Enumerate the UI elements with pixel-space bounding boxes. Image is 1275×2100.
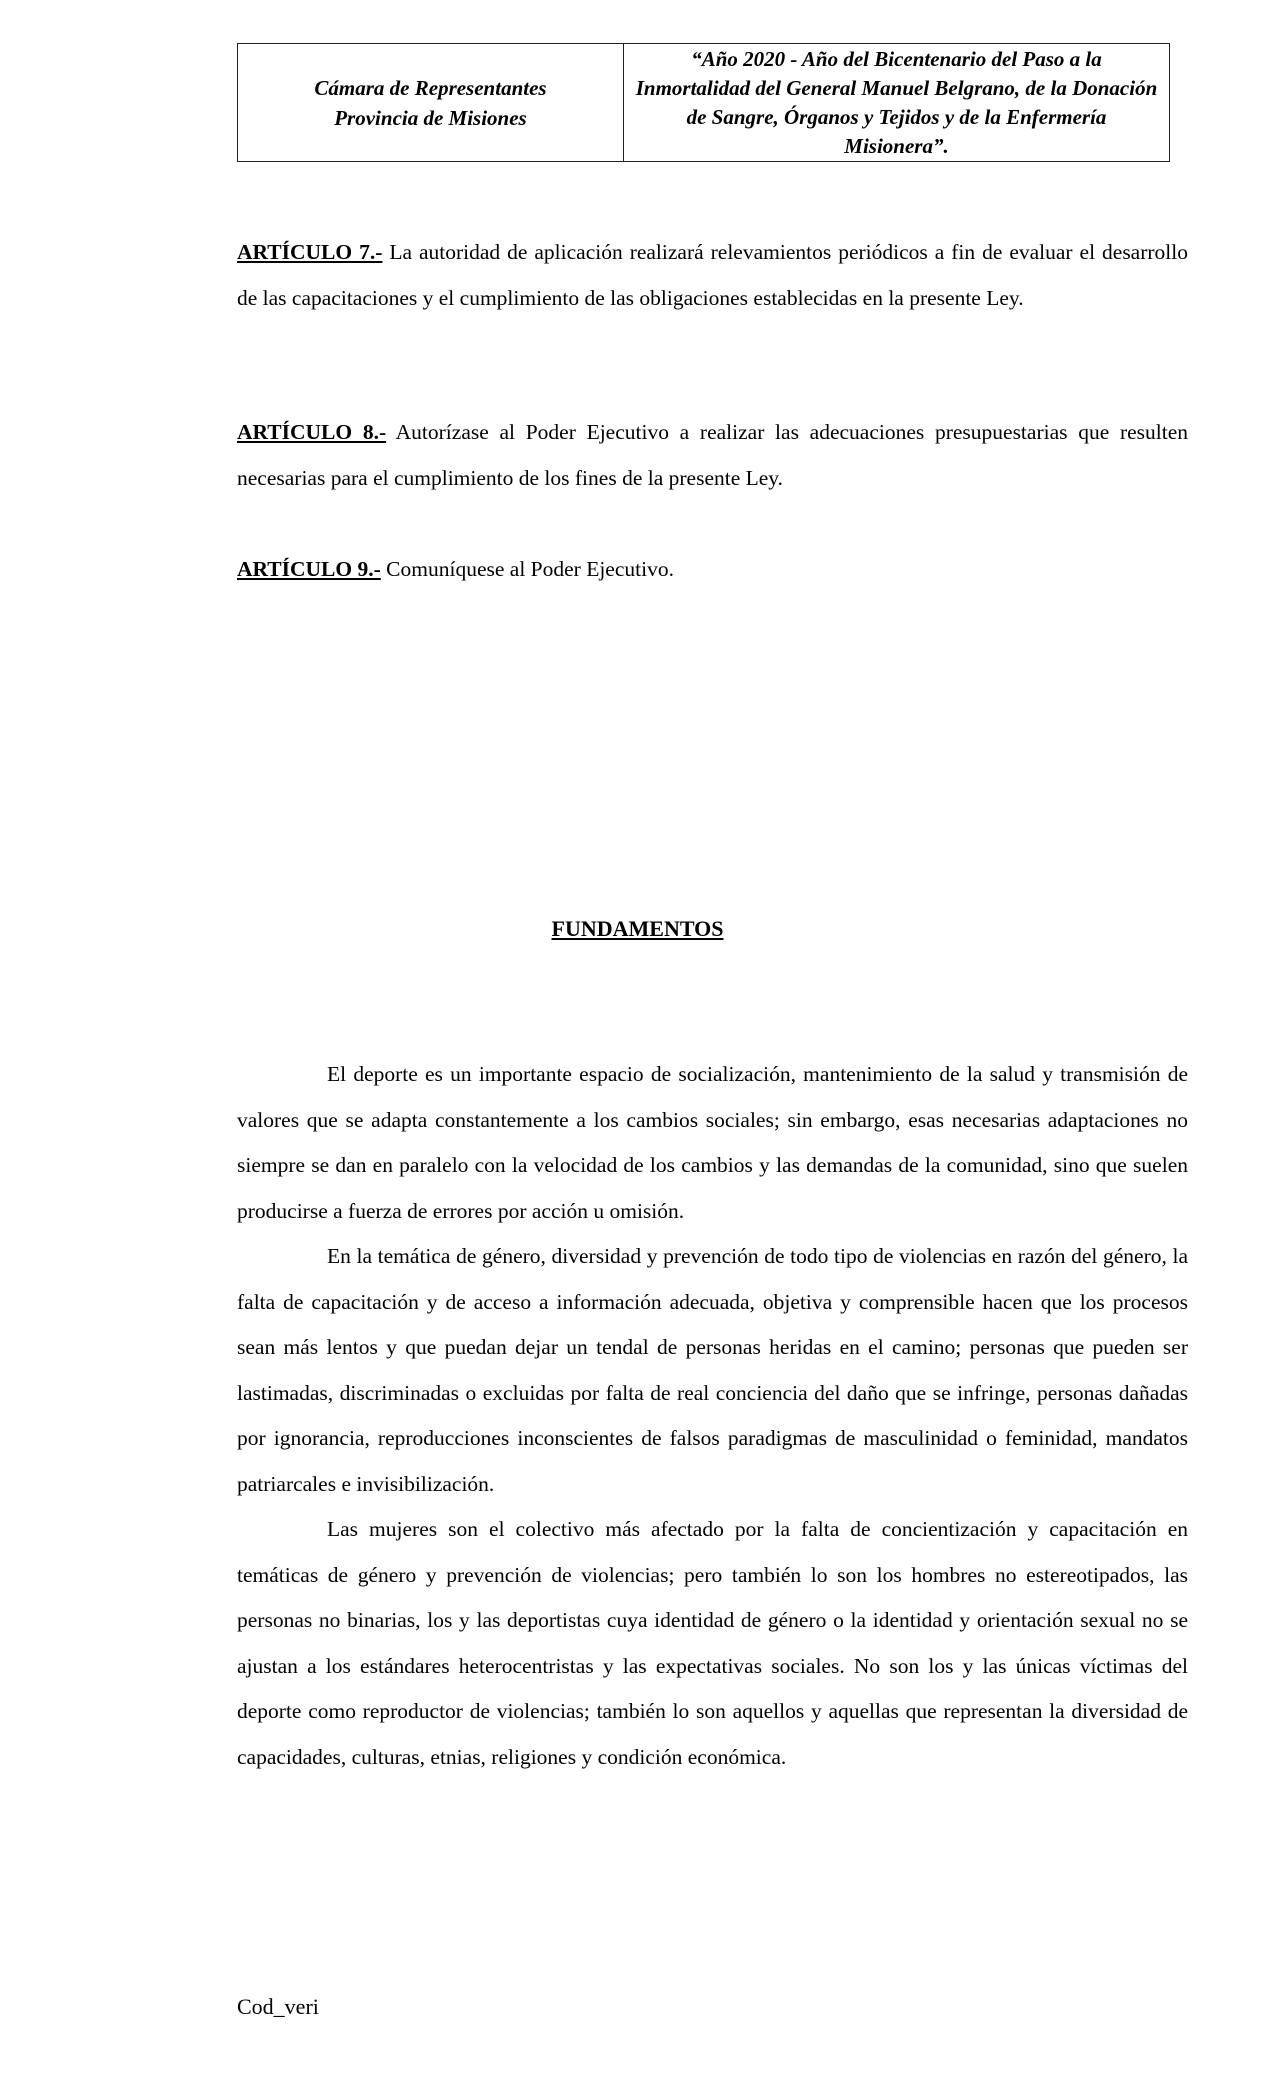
header-institution [238, 44, 624, 161]
fundamentos-paragraph: En la temática de género, diversidad y prevención de todo tipo de violencias en razón del género, la falta de capacitación y de acceso a información adecuada, objetiva y comprensible hacen que los procesos sean más lentos y que puedan dejar un tendal de personas heridas en el camino; personas que pueden ser lastimadas, discriminadas o excluidas por falta de real conciencia del daño que se infringe, personas dañadas por ignorancia, reproducciones inconscientes de falsos paradigmas de masculinidad o feminidad, mandatos patriarcales e invisibilización. [237, 1244, 1188, 1496]
fundamentos-title: FUNDAMENTOS [551, 916, 724, 941]
document-header [237, 43, 1170, 162]
header-chamber-name: Cámara de Representantes [314, 75, 547, 100]
header-province-name: Provincia de Misiones [334, 105, 527, 130]
article-9 [237, 547, 1188, 593]
article-label: ARTÍCULO 9.- [237, 557, 381, 581]
article-text: Comuníquese al Poder Ejecutivo. [380, 557, 674, 581]
article-label: ARTÍCULO 8.- [237, 420, 387, 444]
article-text: La autoridad de aplicación realizará relevamientos periódicos a fin de evaluar el desarrollo de las capacitaciones y el cumplimiento de las obligaciones establecidas en la presente Ley. [237, 240, 1188, 310]
article-label: ARTÍCULO 7.- [237, 240, 383, 264]
header-year-motto: “Año 2020 - Año del Bicentenario del Paso a la Inmortalidad del General Manuel Belgrano, de la Donación de Sangre, Órganos y Tejidos y de la Enfermería Misionera”. [635, 46, 1158, 158]
article-7 [237, 230, 1188, 321]
fundamentos-paragraph: Las mujeres son el colectivo más afectado por la falta de concientización y capacitación en temáticas de género y prevención de violencias; pero también lo son los hombres no estereotipados, las personas no binarias, los y las deportistas cuya identidad de género o la identidad y orientación sexual no se ajustan a los estándares heterocentristas y las expectativas sociales. No son los y las únicas víctimas del deporte como reproductor de violencias; también lo son aquellos y aquellas que representan la diversidad de capacidades, culturas, etnias, religiones y condición económica. [237, 1517, 1188, 1769]
article-8 [237, 410, 1188, 501]
verification-code: Cod_veri [237, 1994, 319, 2019]
fundamentos-body [237, 1052, 1188, 1780]
fundamentos-paragraph: El deporte es un importante espacio de socialización, mantenimiento de la salud y transmisión de valores que se adapta constantemente a los cambios sociales; sin embargo, esas necesarias adaptaciones no siempre se dan en paralelo con la velocidad de los cambios y las demandas de la comunidad, sino que suelen producirse a fuerza de errores por acción u omisión. [237, 1062, 1188, 1223]
article-text: Autorízase al Poder Ejecutivo a realizar las adecuaciones presupuestarias que resulten necesarias para el cumplimiento de los fines de la presente Ley. [237, 420, 1189, 490]
